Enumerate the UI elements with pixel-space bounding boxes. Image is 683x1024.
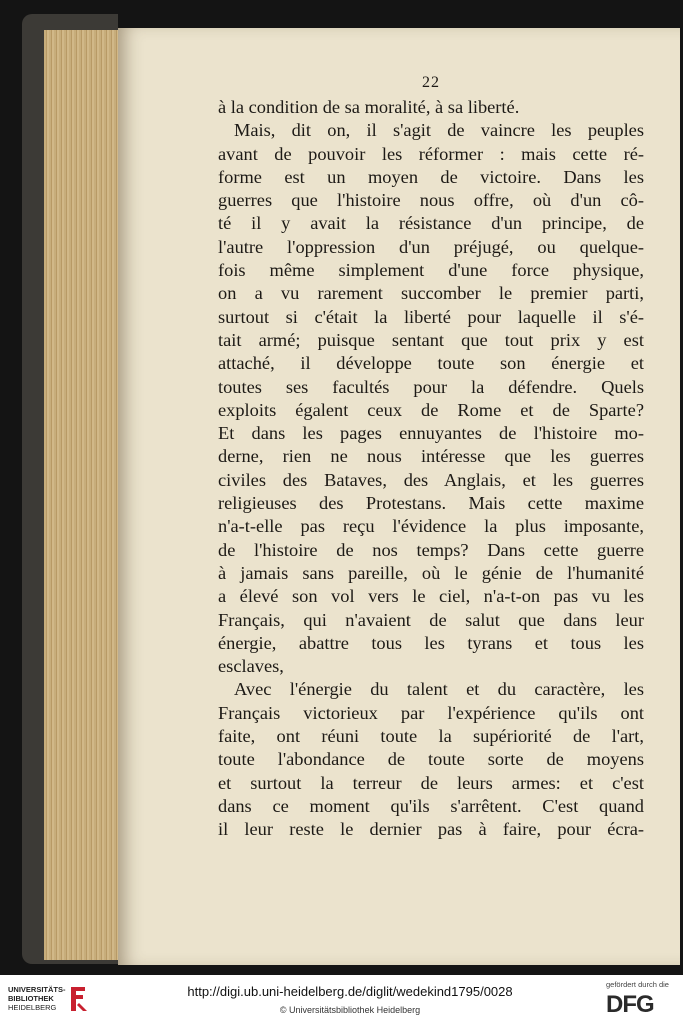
text-line: faite, ont réuni toute la supériorité de l'art, <box>218 726 644 747</box>
text-line: guerres que l'histoire nous offre, où d'un cô- <box>218 190 644 211</box>
copyright-notice <box>120 1005 580 1015</box>
text-line: esclaves, <box>218 656 284 677</box>
page-text <box>218 72 644 842</box>
text-line: l'autre l'oppression d'un préjugé, ou quelque- <box>218 236 644 257</box>
text-line: il leur reste le dernier pas à faire, pour écra- <box>218 819 644 840</box>
library-name-line2: BIBLIOTHEK <box>8 994 54 1003</box>
text-line: derne, rien ne nous intéresse que les guerres <box>218 446 644 467</box>
text-line: tait armé; puisque sentant que tout prix y est <box>218 329 644 350</box>
dfg-logo: DFG <box>606 991 654 1018</box>
text-line: à la condition de sa moralité, à sa liberté. <box>218 97 520 117</box>
copyright-icon: © <box>279 1005 287 1015</box>
text-line: Mais, dit on, il s'agit de vaincre les peuples <box>234 120 644 141</box>
library-logo-icon <box>68 983 90 1015</box>
text-line: a élevé son vol vers le ciel, n'a-t-on pas vu les <box>218 586 644 607</box>
text-line: énergie, abattre tous les tyrans et tous les <box>218 632 644 653</box>
page-edges <box>44 30 124 960</box>
text-line: Français, qui n'avaient de salut que dans leur <box>218 609 644 630</box>
text-line: fois même simplement d'une force physique, <box>218 260 644 281</box>
text-line: avant de pouvoir les réformer : mais cette ré- <box>218 143 644 164</box>
permalink-url[interactable]: http://digi.ub.uni-heidelberg.de/diglit/wedekind1795/0028 <box>187 984 513 999</box>
page-number: 22 <box>422 74 440 91</box>
text-line: toutes ses facultés pour la défendre. Quels <box>218 376 644 397</box>
text-line: à jamais sans pareille, où le génie de l'humanité <box>218 562 644 583</box>
text-lines <box>218 96 644 842</box>
text-line: Et dans les pages ennuyantes de l'histoire mo- <box>218 423 644 444</box>
copyright-text: Universitätsbibliothek Heidelberg <box>289 1005 421 1015</box>
funded-by-label: gefördert durch die <box>606 980 669 989</box>
text-line: Français victorieux par l'expérience qu'ils ont <box>218 702 644 723</box>
text-line: n'a-t-elle pas reçu l'évidence la plus imposante, <box>218 516 644 537</box>
text-line: religieuses des Protestans. Mais cette maxime <box>218 493 644 514</box>
text-line: té il y avait la résistance d'un principe, de <box>218 213 644 234</box>
text-line: toute l'abondance de toute sorte de moyens <box>218 749 644 770</box>
text-line: on a vu rarement succomber le premier parti, <box>218 283 644 304</box>
text-line: de l'histoire de nos temps? Dans cette guerre <box>218 539 644 560</box>
library-name <box>8 985 68 1012</box>
text-line: Avec l'énergie du talent et du caractère, les <box>234 679 644 700</box>
text-line: dans ce moment qu'ils s'arrêtent. C'est quand <box>218 795 644 816</box>
text-line: surtout si c'était la liberté pour laquelle il s'é- <box>218 306 644 327</box>
text-line: et surtout la terreur de leurs armes: et c'est <box>218 772 644 793</box>
library-name-line3: HEIDELBERG <box>8 1003 57 1012</box>
text-line: civiles des Bataves, des Anglais, et les guerres <box>218 469 644 490</box>
text-line: exploits égalent ceux de Rome et de Sparte? <box>218 399 644 420</box>
text-line: forme est un moyen de victoire. Dans les <box>218 166 644 187</box>
library-name-line1: UNIVERSITÄTS- <box>8 985 66 994</box>
text-line: attaché, il développe toute son énergie et <box>218 353 644 374</box>
footer-bar <box>0 975 683 1024</box>
